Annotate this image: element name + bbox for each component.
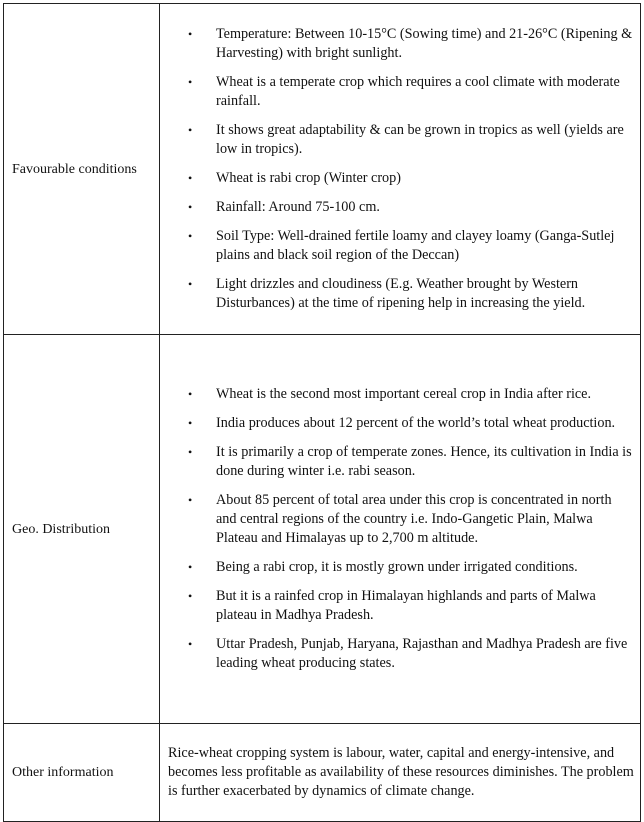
list-item	[166, 227, 634, 265]
bullet-icon: •	[188, 387, 193, 401]
list-item	[166, 385, 634, 404]
row-paragraph: Rice-wheat cropping system is labour, water, capital and energy-intensive, and becomes less profitable as availability of these resources diminishes. The problem is further exacerbated by dynamics of climate change.	[168, 745, 634, 799]
bullet-icon: •	[188, 200, 193, 214]
bullet-icon: •	[188, 171, 193, 185]
table-row-favourable-conditions	[4, 4, 641, 335]
list-item-text: Soil Type: Well-drained fertile loamy and clayey loamy (Ganga-Sutlej plains and black soil region of the Deccan)	[216, 228, 615, 263]
list-item-text: It shows great adaptability & can be grown in tropics as well (yields are low in tropics).	[216, 122, 624, 157]
wheat-info-table	[3, 3, 641, 822]
list-item-text: Light drizzles and cloudiness (E.g. Weather brought by Western Disturbances) at the time of ripening help in increasing the yield.	[216, 276, 586, 311]
bullet-icon: •	[188, 27, 193, 41]
row-label: Geo. Distribution	[4, 335, 160, 724]
list-item	[166, 491, 634, 548]
list-item-text: Temperature: Between 10-15°C (Sowing time) and 21-26°C (Ripening & Harvesting) with bright sunlight.	[216, 26, 633, 61]
list-item	[166, 169, 634, 188]
bullet-list	[166, 385, 634, 673]
list-item-text: India produces about 12 percent of the world’s total wheat production.	[216, 415, 616, 431]
list-item-text: About 85 percent of total area under this crop is concentrated in north and central regions of the country i.e. Indo-Gangetic Plain, Malwa Plateau and Himalayas up to 2,700 m altitude.	[216, 492, 612, 546]
list-item	[166, 635, 634, 673]
bullet-icon: •	[188, 416, 193, 430]
list-item-text: Being a rabi crop, it is mostly grown under irrigated conditions.	[216, 559, 578, 575]
row-content	[160, 335, 641, 724]
list-item-text: It is primarily a crop of temperate zones. Hence, its cultivation in India is done during winter i.e. rabi season.	[216, 444, 632, 479]
list-item	[166, 73, 634, 111]
bullet-icon: •	[188, 560, 193, 574]
list-item-text: But it is a rainfed crop in Himalayan highlands and parts of Malwa plateau in Madhya Pradesh.	[216, 588, 596, 623]
list-item-text: Uttar Pradesh, Punjab, Haryana, Rajasthan and Madhya Pradesh are five leading wheat producing states.	[216, 636, 628, 671]
table-row-geo-distribution	[4, 335, 641, 724]
row-content	[160, 4, 641, 335]
list-item	[166, 275, 634, 313]
row-label: Favourable conditions	[4, 4, 160, 335]
bullet-icon: •	[188, 589, 193, 603]
bullet-icon: •	[188, 493, 193, 507]
bullet-list	[166, 25, 634, 313]
list-item-text: Wheat is the second most important cereal crop in India after rice.	[216, 386, 592, 402]
list-item	[166, 25, 634, 63]
row-content	[160, 724, 641, 822]
list-item	[166, 558, 634, 577]
list-item	[166, 443, 634, 481]
list-item-text: Wheat is a temperate crop which requires a cool climate with moderate rainfall.	[216, 74, 620, 109]
bullet-icon: •	[188, 123, 193, 137]
list-item-text: Wheat is rabi crop (Winter crop)	[216, 170, 401, 186]
table-row-other-information	[4, 724, 641, 822]
list-item	[166, 587, 634, 625]
list-item	[166, 121, 634, 159]
bullet-icon: •	[188, 75, 193, 89]
list-item-text: Rainfall: Around 75-100 cm.	[216, 199, 380, 215]
row-label: Other information	[4, 724, 160, 822]
bullet-icon: •	[188, 445, 193, 459]
bullet-icon: •	[188, 229, 193, 243]
bullet-icon: •	[188, 637, 193, 651]
bullet-icon: •	[188, 277, 193, 291]
list-item	[166, 198, 634, 217]
list-item	[166, 414, 634, 433]
